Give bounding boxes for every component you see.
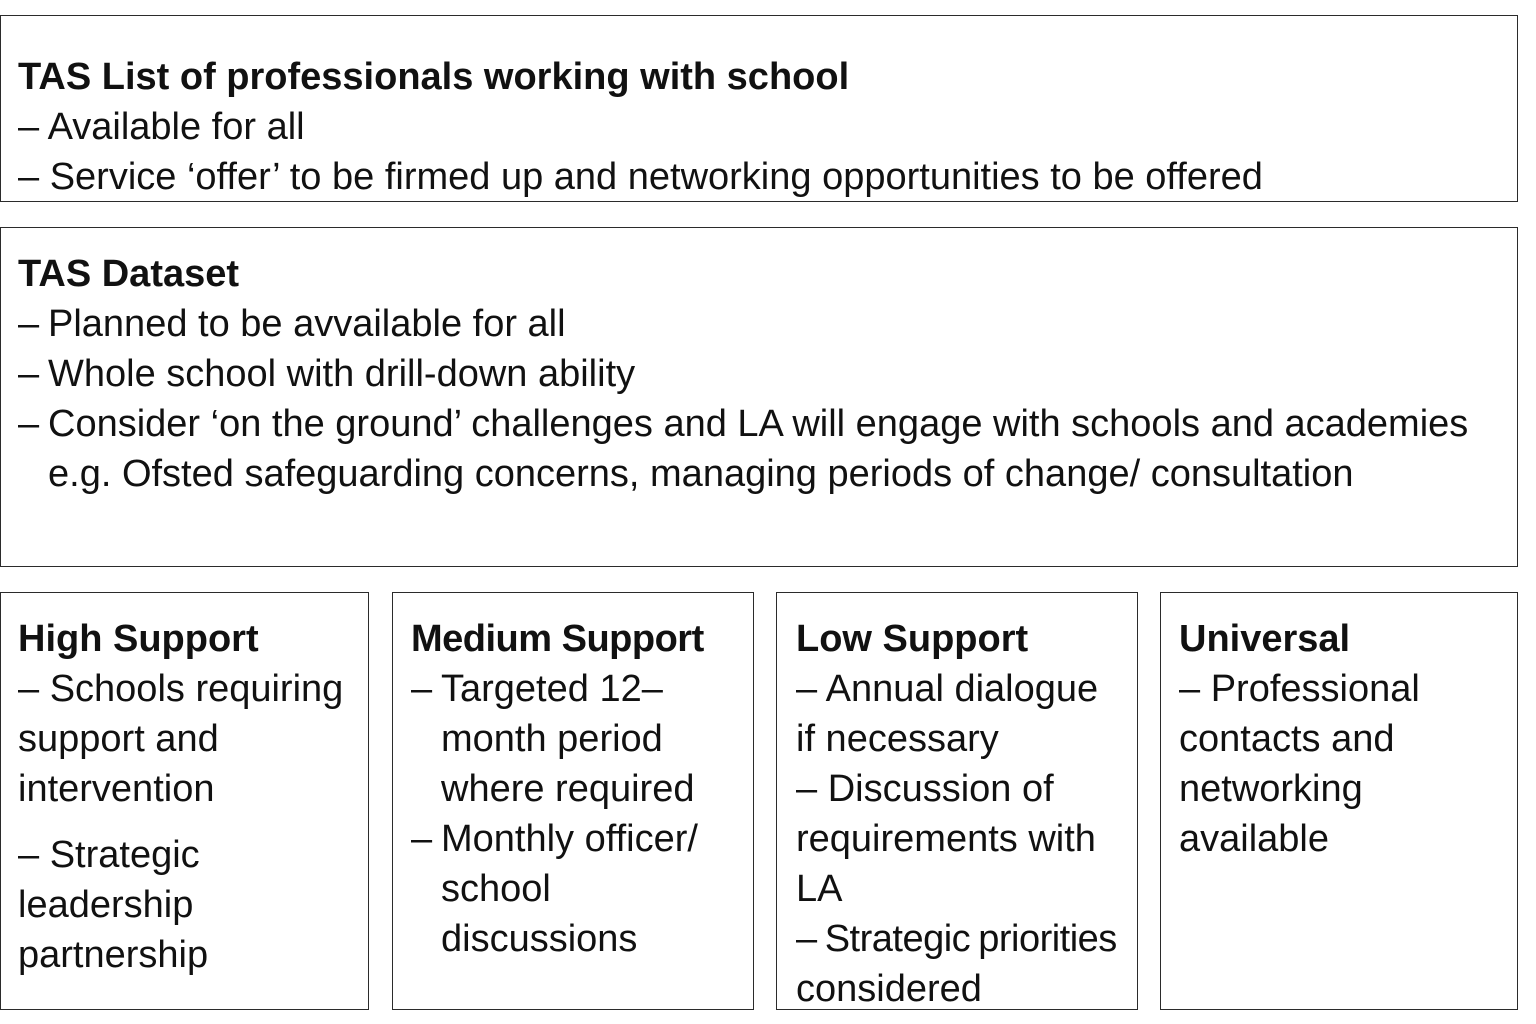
- high-support-title: High Support: [18, 618, 259, 660]
- universal-title: Universal: [1179, 618, 1351, 660]
- medium-support-item: – Targeted 12– month period where required: [411, 664, 741, 814]
- dataset-item: – Consider ‘on the ground’ challenges and LA will engage with schools and academies e.g. Ofsted safeguarding concerns, managing periods of change/ consultation: [18, 399, 1488, 499]
- medium-support-item: – Monthly officer/ school discussions: [411, 814, 741, 964]
- high-support-box: [0, 592, 369, 1010]
- low-support-item: – Strategic priorities: [796, 918, 1117, 960]
- dataset-item: – Planned to be avvailable for all: [18, 299, 1517, 349]
- universal-item: – Professional contacts and networking available: [1179, 668, 1420, 860]
- dataset-item: – Whole school with drill-down ability: [18, 349, 1517, 399]
- professionals-list-title: TAS List of professionals working with school: [18, 56, 850, 98]
- professionals-list-box: [0, 15, 1518, 202]
- low-support-box: [776, 592, 1138, 1010]
- low-support-item: – Discussion of requirements with LA: [796, 768, 1096, 910]
- high-support-item: – Strategic leadership partnership: [18, 834, 209, 976]
- dataset-title: TAS Dataset: [18, 253, 240, 295]
- low-support-item: – Annual dialogue if necessary: [796, 668, 1099, 760]
- high-support-item: – Schools requiring support and intervention: [18, 668, 344, 810]
- low-support-title: Low Support: [796, 618, 1029, 660]
- dataset-box: [0, 227, 1518, 567]
- universal-box: [1160, 592, 1518, 1010]
- professionals-list-item: – Available for all: [18, 106, 305, 148]
- medium-support-box: [392, 592, 754, 1010]
- professionals-list-item: – Service ‘offer’ to be firmed up and networking opportunities to be offered: [18, 156, 1263, 198]
- low-support-item: considered: [796, 968, 982, 1010]
- medium-support-title: Medium Support: [411, 618, 704, 660]
